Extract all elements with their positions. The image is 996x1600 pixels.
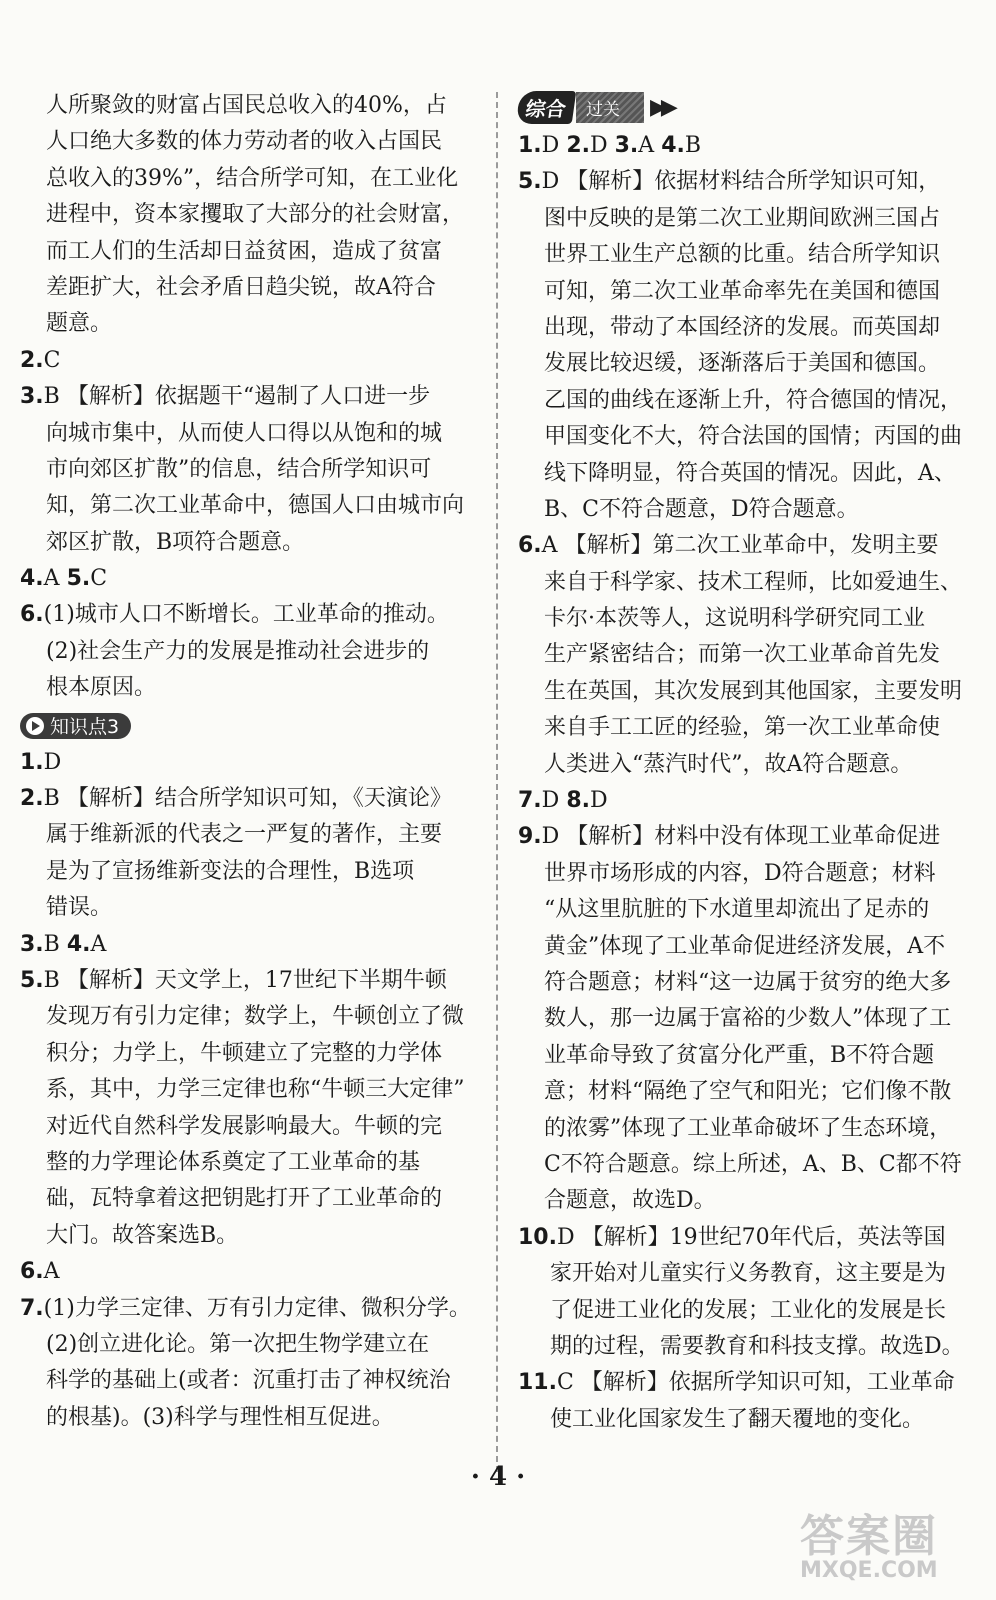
answer-line <box>20 416 475 452</box>
answer-text: 知，第二次工业革命中，德国人口由城市向 <box>46 493 465 519</box>
answer-text: D <box>589 133 615 158</box>
answer-text: 了促进工业化的发展；工业化的发展是长 <box>550 1297 947 1323</box>
answer-line <box>20 452 475 488</box>
answer-line <box>20 234 475 270</box>
question-number: 6. <box>518 533 542 559</box>
question-number: 2. <box>20 347 44 373</box>
answer-text: B 【解析】天文学上，17世纪下半期牛顿 <box>43 967 447 993</box>
answer-text: C <box>90 566 108 592</box>
answer-line <box>518 201 978 237</box>
answer-line <box>20 927 475 963</box>
answer-line <box>20 306 475 342</box>
answer-text: 家开始对儿童实行义务教育，这主要是为 <box>550 1261 947 1287</box>
answer-line <box>518 1293 978 1329</box>
answer-text: 错误。 <box>46 895 113 921</box>
answer-text: 差距扩大，社会矛盾日趋尖锐，故A符合 <box>46 274 436 300</box>
answer-text: A <box>43 1259 60 1285</box>
question-number: 3. <box>614 133 639 158</box>
answer-text: D <box>43 749 62 775</box>
question-number: 1. <box>518 133 542 158</box>
answer-text: 人类进入“蒸汽时代”，故A符合题意。 <box>544 751 913 777</box>
watermark-logo <box>800 1500 980 1590</box>
banner-label-sub: 过关 <box>576 92 644 123</box>
answer-line <box>518 164 978 200</box>
question-number: 9. <box>518 824 542 850</box>
question-number: 6. <box>20 602 44 628</box>
answer-text: D 【解析】材料中没有体现工业革命促进 <box>541 824 941 850</box>
answer-text: (2)社会生产力的发展是推动社会进步的 <box>46 638 430 664</box>
answer-text: 是为了宣扬维新变法的合理性，B选项 <box>46 858 415 884</box>
answer-text: 黄金”体现了工业革命促进经济发展，A不 <box>544 933 946 959</box>
answer-line <box>518 965 978 1001</box>
answer-line <box>20 1327 475 1363</box>
answer-line <box>20 343 475 379</box>
answer-line <box>20 270 475 306</box>
answer-line <box>20 597 475 633</box>
answer-text: A 【解析】第二次工业革命中，发明主要 <box>541 533 939 559</box>
answer-line <box>20 1036 475 1072</box>
answer-text: C <box>43 347 61 373</box>
answer-line <box>518 1329 978 1365</box>
answer-text: 来自于科学家、技术工程师，比如爱迪生、 <box>544 569 963 595</box>
answer-text: 出现，带动了本国经济的发展。而英国却 <box>544 314 941 340</box>
page-number: · 4 · <box>470 1462 526 1492</box>
answer-line <box>20 1363 475 1399</box>
answer-text: 根本原因。 <box>46 675 157 701</box>
answer-line <box>20 634 475 670</box>
answer-text: (1)城市人口不断增长。工业革命的推动。 <box>43 602 449 628</box>
answer-line <box>20 561 475 597</box>
answer-line <box>518 1111 978 1147</box>
banner-label-main: 综合 <box>516 91 577 124</box>
answer-line <box>20 1109 475 1145</box>
answer-text: 期的过程，需要教育和科技支撑。故选D。 <box>550 1333 964 1359</box>
answer-text: A <box>638 133 662 158</box>
answer-line <box>20 161 475 197</box>
answer-line <box>518 528 978 564</box>
answer-text: A <box>90 931 107 957</box>
answer-text: 对近代自然科学发展影响最大。牛顿的完 <box>46 1113 443 1139</box>
answer-line <box>518 601 978 637</box>
answer-text: 向城市集中，从而使人口得以从饱和的城 <box>46 420 443 446</box>
answer-line <box>20 1218 475 1254</box>
answer-text: 使工业化国家发生了翻天覆地的变化。 <box>550 1406 925 1432</box>
answer-text: 卡尔·本茨等人，这说明科学研究同工业 <box>544 606 925 632</box>
answer-line <box>20 197 475 233</box>
answer-text: 合题意，故选D。 <box>544 1188 716 1214</box>
answer-text: 而工人们的生活却日益贫困，造成了贫富 <box>46 238 443 264</box>
answer-line <box>518 747 978 783</box>
answer-line <box>518 128 978 164</box>
answer-text: 的根基)。(3)科学与理性相互促进。 <box>46 1404 394 1430</box>
answer-line <box>518 383 978 419</box>
answer-line <box>518 419 978 455</box>
answer-text: D 【解析】19世纪70年代后，英法等国 <box>556 1224 946 1250</box>
question-number: 5. <box>20 967 44 993</box>
answer-line <box>518 929 978 965</box>
answer-text: 甲国变化不大，符合法国的国情；丙国的曲 <box>544 424 963 450</box>
answer-text: A <box>43 566 67 592</box>
column-divider <box>496 92 498 1472</box>
answer-text: (1)力学三定律、万有引力定律、微积分学。 <box>43 1295 471 1321</box>
question-number: 11. <box>518 1370 557 1396</box>
answer-line <box>20 525 475 561</box>
answer-text: 大门。故答案选B。 <box>46 1222 239 1248</box>
question-number: 4. <box>661 133 685 158</box>
answer-line <box>518 1001 978 1037</box>
answer-line <box>518 1220 978 1256</box>
answer-line <box>20 1181 475 1217</box>
answer-text: 意；材料“隔绝了空气和阳光；它们像不散 <box>544 1079 952 1105</box>
answer-line <box>20 1291 475 1327</box>
answer-text: C 【解析】依据所学知识可知，工业革命 <box>556 1370 955 1396</box>
answer-line <box>518 1402 978 1438</box>
answer-text: 人所聚敛的财富占国民总收入的40%，占 <box>46 93 447 118</box>
answer-text: D 【解析】依据材料结合所学知识可知， <box>541 169 941 195</box>
answer-line <box>518 892 978 928</box>
answer-text: 郊区扩散，B项符合题意。 <box>46 529 305 555</box>
answer-line <box>20 1072 475 1108</box>
question-number: 4. <box>66 931 91 957</box>
answer-line <box>20 817 475 853</box>
play-icon <box>26 717 44 735</box>
answer-text: D <box>589 788 608 814</box>
answer-text: 总收入的39%”，结合所学可知，在工业化 <box>46 165 459 191</box>
watermark-url: MXQE.COM <box>800 1558 938 1583</box>
question-number: 10. <box>518 1224 557 1250</box>
answer-line <box>518 237 978 273</box>
answer-text: 市向郊区扩散”的信息，结合所学知识可 <box>46 456 432 482</box>
answer-text: 进程中，资本家攫取了大部分的社会财富， <box>46 202 465 228</box>
question-number: 5. <box>518 169 542 195</box>
answer-text: 础，瓦特拿着这把钥匙打开了工业革命的 <box>46 1186 443 1212</box>
answer-text: C不符合题意。综上所述，A、B、C都不符 <box>544 1151 962 1177</box>
question-number: 7. <box>518 788 542 814</box>
answer-line <box>20 88 475 124</box>
answer-line <box>518 1038 978 1074</box>
answer-line <box>20 1145 475 1181</box>
answer-text: 科学的基础上(或者：沉重打击了神权统治 <box>46 1368 451 1394</box>
answer-line <box>20 1400 475 1436</box>
answer-line <box>518 565 978 601</box>
double-arrow-icon: ▶▶ <box>650 94 672 120</box>
answer-text: B 【解析】依据题干“遏制了人口进一步 <box>43 384 431 410</box>
answer-text: D <box>541 788 567 814</box>
answer-line <box>20 745 475 781</box>
answer-text: (2)创立进化论。第一次把生物学建立在 <box>46 1331 430 1357</box>
section-header-knowledge-point-3 <box>20 713 131 739</box>
answer-line <box>20 854 475 890</box>
question-number: 8. <box>566 788 590 814</box>
answer-text: 发现万有引力定律；数学上，牛顿创立了微 <box>46 1004 465 1030</box>
answer-line <box>518 346 978 382</box>
answer-text: B <box>684 133 702 158</box>
question-number: 2. <box>20 786 44 812</box>
answer-line <box>20 781 475 817</box>
answer-line <box>518 1074 978 1110</box>
answer-text: 生产紧密结合；而第一次工业革命首先发 <box>544 642 941 668</box>
answer-text: 生在英国，其次发展到其他国家，主要发明 <box>544 678 963 704</box>
answer-text: 的浓雾”体现了工业革命破坏了生态环境， <box>544 1115 952 1141</box>
section-header-label: 知识点3 <box>50 716 120 739</box>
answer-text: 世界市场形成的内容，D符合题意；材料 <box>544 860 936 886</box>
answer-text: 积分；力学上，牛顿建立了完整的力学体 <box>46 1040 443 1066</box>
answer-line <box>20 1254 475 1290</box>
answer-line <box>20 999 475 1035</box>
answer-text: 来自手工工匠的经验，第一次工业革命使 <box>544 715 941 741</box>
answer-line <box>518 783 978 819</box>
answer-line <box>20 124 475 160</box>
question-number: 5. <box>66 566 91 592</box>
question-number: 7. <box>20 1295 44 1321</box>
answer-text: 题意。 <box>46 311 113 337</box>
right-column <box>518 88 978 1438</box>
answer-line <box>20 488 475 524</box>
watermark-text: 答案圈 <box>800 1511 938 1562</box>
answer-text: 线下降明显，符合英国的情况。因此，A、 <box>544 460 956 486</box>
answer-text: 属于维新派的代表之一严复的著作，主要 <box>46 822 443 848</box>
answer-text: 业革命导致了贫富分化严重，B不符合题 <box>544 1042 935 1068</box>
answer-line <box>518 274 978 310</box>
answer-line <box>20 890 475 926</box>
answer-line <box>518 1183 978 1219</box>
answer-text: B、C不符合题意，D符合题意。 <box>544 496 859 522</box>
answer-text: 符合题意；材料“这一边属于贫穷的绝大多 <box>544 969 952 995</box>
answer-line <box>518 637 978 673</box>
answer-text: 系，其中，力学三定律也称“牛顿三大定律” <box>46 1077 465 1103</box>
answer-line <box>20 670 475 706</box>
answer-text: B <box>43 931 67 957</box>
answer-line <box>20 379 475 415</box>
answer-line <box>518 856 978 892</box>
answer-text: 发展比较迟缓，逐渐落后于美国和德国。 <box>544 351 941 377</box>
answer-text: 整的力学理论体系奠定了工业革命的基 <box>46 1149 421 1175</box>
answer-line <box>518 310 978 346</box>
question-number: 1. <box>20 749 44 775</box>
question-number: 2. <box>566 133 590 158</box>
answer-text: B 【解析】结合所学知识可知，《天演论》 <box>43 786 452 812</box>
answer-line <box>518 492 978 528</box>
answer-line <box>518 1147 978 1183</box>
answer-text: 可知，第二次工业革命率先在美国和德国 <box>544 278 941 304</box>
answer-text: 图中反映的是第二次工业期间欧洲三国占 <box>544 205 941 231</box>
answer-text: 世界工业生产总额的比重。结合所学知识 <box>544 242 941 268</box>
answer-line <box>518 674 978 710</box>
question-number: 6. <box>20 1259 44 1285</box>
question-number: 3. <box>20 384 44 410</box>
answer-line <box>20 963 475 999</box>
answer-text: 数人，那一边属于富裕的少数人”体现了工 <box>544 1006 952 1032</box>
answer-text: D <box>541 133 567 158</box>
answer-line <box>518 710 978 746</box>
answer-text: “从这里肮脏的下水道里却流出了足赤的 <box>544 897 930 923</box>
answer-line <box>518 819 978 855</box>
answer-line <box>518 456 978 492</box>
question-number: 3. <box>20 931 44 957</box>
answer-line <box>518 1256 978 1292</box>
question-number: 4. <box>20 566 44 592</box>
left-column <box>20 88 475 1436</box>
answer-text: 人口绝大多数的体力劳动者的收入占国民 <box>46 129 443 155</box>
comprehensive-review-banner <box>518 88 978 126</box>
answer-line <box>518 1365 978 1401</box>
answer-text: 乙国的曲线在逐渐上升，符合德国的情况， <box>544 387 963 413</box>
